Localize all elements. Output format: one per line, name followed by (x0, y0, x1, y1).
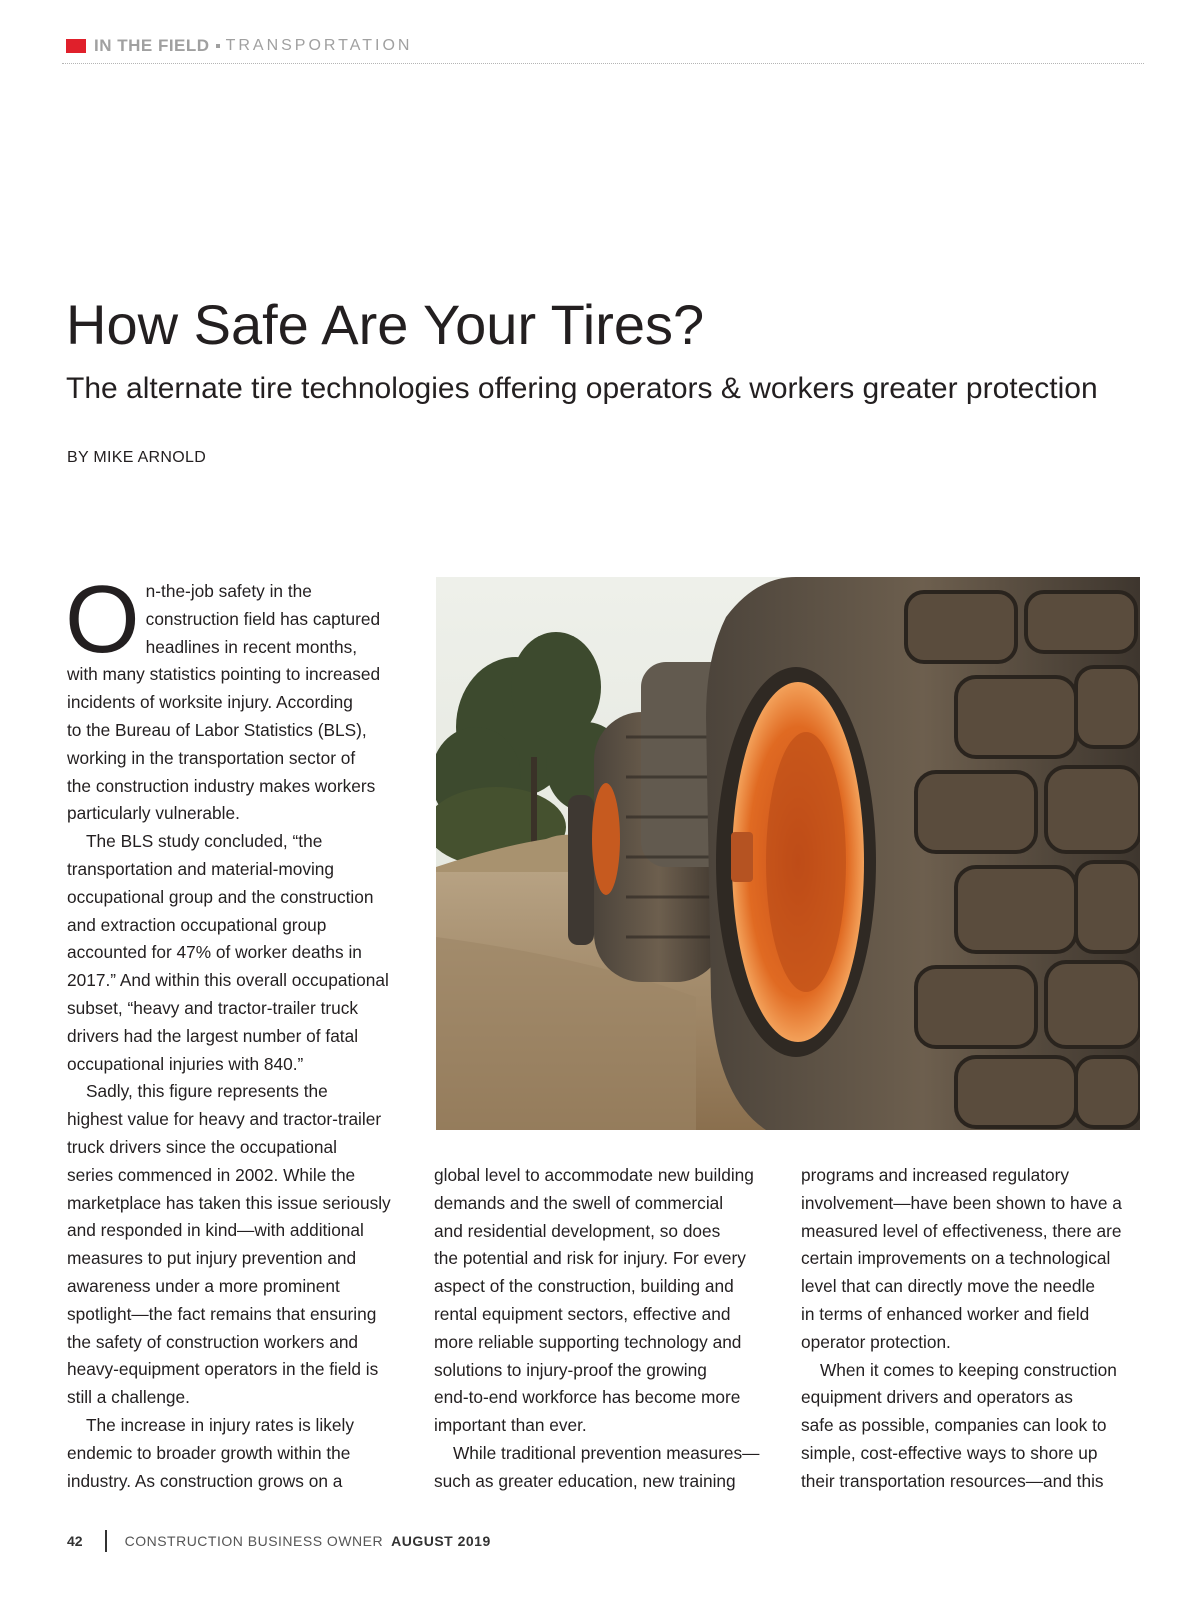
text-line: The BLS study concluded, “the (86, 831, 323, 852)
text-line: measures to put injury prevention and (67, 1248, 357, 1269)
text-line: spotlight—the fact remains that ensuring (67, 1303, 377, 1324)
article-subtitle: The alternate tire technologies offering operators & workers greater protection (66, 372, 1098, 405)
issue-date: AUGUST 2019 (391, 1533, 491, 1549)
text-line: equipment drivers and operators as (801, 1387, 1073, 1408)
text-line: safe as possible, companies can look to (801, 1415, 1107, 1436)
text-line: with many statistics pointing to increased (67, 664, 381, 685)
text-line: marketplace has taken this issue seriously (67, 1192, 391, 1213)
text-line: construction field has captured (145, 608, 381, 629)
footer-divider (105, 1530, 107, 1552)
text-line: endemic to broader growth within the (67, 1442, 351, 1463)
section-marker-icon (66, 39, 86, 53)
text-line: the construction industry makes workers (67, 775, 376, 796)
page-footer (67, 1530, 491, 1552)
text-line: The increase in injury rates is likely (86, 1414, 354, 1435)
text-line: awareness under a more prominent (67, 1275, 340, 1296)
text-line: measured level of effectiveness, there are (801, 1220, 1122, 1241)
text-line: involvement—have been shown to have a (801, 1192, 1122, 1213)
topic-label: TRANSPORTATION (225, 37, 413, 54)
drop-cap: O (65, 566, 140, 673)
text-line: the potential and risk for injury. For every (434, 1248, 746, 1269)
text-line: and responded in kind—with additional (67, 1220, 364, 1241)
section-header (66, 36, 412, 56)
text-line: drivers had the largest number of fatal (67, 1025, 359, 1046)
text-line: and extraction occupational group (67, 914, 327, 935)
header-divider (62, 63, 1144, 64)
article-column-3 (801, 1162, 1141, 1496)
text-line: solutions to injury-proof the growing (434, 1359, 707, 1380)
text-line: occupational group and the construction (67, 886, 374, 907)
text-line: Sadly, this figure represents the (86, 1081, 328, 1102)
tire-photo (436, 577, 1140, 1130)
tire-photo-illustration (436, 577, 1140, 1130)
text-line: operator protection. (801, 1331, 951, 1352)
text-line: their transportation resources—and this (801, 1470, 1104, 1491)
text-line: simple, cost-effective ways to shore up (801, 1442, 1098, 1463)
text-line: the safety of construction workers and (67, 1331, 359, 1352)
text-line: level that can directly move the needle (801, 1276, 1095, 1297)
text-line: rental equipment sectors, effective and (434, 1303, 731, 1324)
text-line: still a challenge. (67, 1387, 190, 1408)
text-line: such as greater education, new training (434, 1470, 736, 1491)
text-line: heavy-equipment operators in the field is (67, 1359, 379, 1380)
text-line: While traditional prevention measures— (453, 1442, 760, 1463)
text-line: 2017.” And within this overall occupational (67, 970, 389, 991)
text-line: accounted for 47% of worker deaths in (67, 942, 362, 963)
article-title: How Safe Are Your Tires? (66, 293, 705, 356)
text-line: headlines in recent months, (145, 636, 358, 657)
article-byline: BY MIKE ARNOLD (67, 449, 207, 466)
text-line: working in the transportation sector of (67, 747, 356, 768)
text-line: truck drivers since the occupational (67, 1136, 337, 1157)
text-line: transportation and material-moving (67, 858, 335, 879)
text-line: industry. As construction grows on a (67, 1470, 343, 1491)
publication-name: CONSTRUCTION BUSINESS OWNER (124, 1533, 384, 1549)
page-number: 42 (67, 1533, 83, 1549)
text-line: important than ever. (434, 1415, 587, 1436)
section-label: IN THE FIELD (94, 36, 210, 55)
text-line: to the Bureau of Labor Statistics (BLS), (67, 719, 367, 740)
text-line: certain improvements on a technological (801, 1248, 1111, 1269)
text-line: particularly vulnerable. (67, 803, 240, 824)
text-line: more reliable supporting technology and (434, 1331, 742, 1352)
text-line: When it comes to keeping construction (820, 1359, 1117, 1380)
text-line: demands and the swell of commercial (434, 1192, 724, 1213)
article-column-1 (65, 566, 407, 1495)
text-line: end-to-end workforce has become more (434, 1387, 741, 1408)
text-line: occupational injuries with 840.” (67, 1053, 304, 1074)
article-column-2 (434, 1162, 774, 1496)
text-line: highest value for heavy and tractor-trailer (67, 1109, 382, 1130)
separator-dot-icon (216, 44, 220, 48)
text-line: programs and increased regulatory (801, 1165, 1070, 1185)
text-line: incidents of worksite injury. According (67, 692, 353, 713)
text-line: subset, “heavy and tractor-trailer truck (67, 997, 359, 1018)
text-line: in terms of enhanced worker and field (801, 1303, 1090, 1324)
text-line: n-the-job safety in the (145, 581, 312, 601)
text-line: and residential development, so does (434, 1220, 721, 1241)
text-line: aspect of the construction, building and (434, 1276, 734, 1297)
text-line: global level to accommodate new building (434, 1165, 754, 1185)
text-line: series commenced in 2002. While the (67, 1164, 356, 1185)
